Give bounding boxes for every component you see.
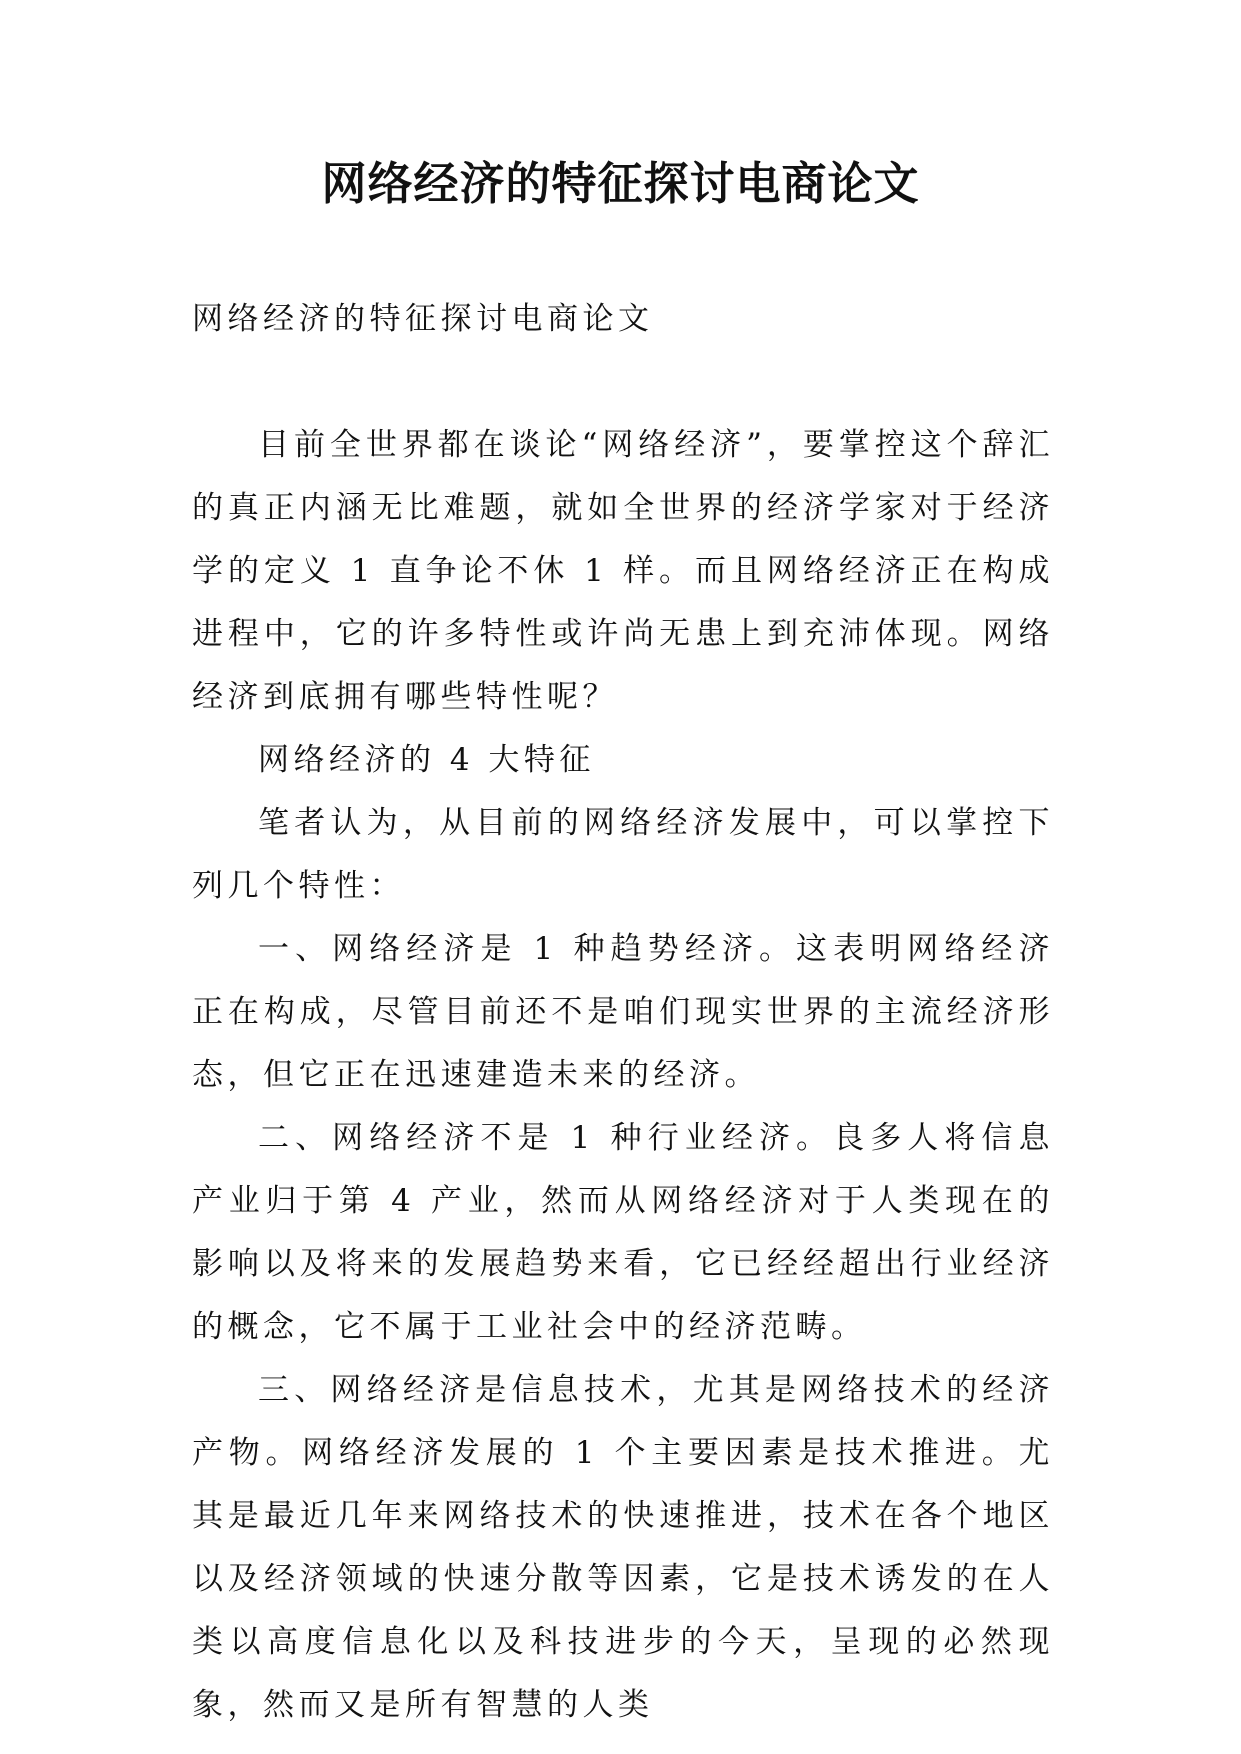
document-body [192,288,1054,1737]
intro-paragraph: 目前全世界都在谈论“网络经济”，要掌控这个辞汇的真正内涵无比难题，就如全世界的经济学家对于经济学的定义 1 直争论不休 1 样。而且网络经济正在构成进程中，它的许多特性或许尚无患上到充沛体现。网络经济到底拥有哪些特性呢？ [192,427,1054,715]
section-heading: 网络经济的 4 大特征 [258,742,595,778]
feature-one-paragraph: 一、网络经济是 1 种趋势经济。这表明网络经济正在构成，尽管目前还不是咱们现实世界的主流经济形态，但它正在迅速建造未来的经济。 [192,931,1054,1093]
feature-two-paragraph: 二、网络经济不是 1 种行业经济。良多人将信息产业归于第 4 产业，然而从网络经济对于人类现在的影响以及将来的发展趋势来看，它已经经超出行业经济的概念，它不属于工业社会中的经济范畴。 [192,1120,1054,1345]
author-view-paragraph: 笔者认为，从目前的网络经济发展中，可以掌控下列几个特性： [192,805,1054,904]
subtitle-paragraph: 网络经济的特征探讨电商论文 [192,301,654,337]
feature-three-paragraph: 三、网络经济是信息技术，尤其是网络技术的经济产物。网络经济发展的 1 个主要因素是技术推进。尤其是最近几年来网络技术的快速推进，技术在各个地区以及经济领域的快速分散等因素，它是技术诱发的在人类以高度信息化以及科技进步的今天，呈现的必然现象，然而又是所有智慧的人类 [192,1372,1054,1723]
page-title: 网络经济的特征探讨电商论文 [321,157,920,210]
